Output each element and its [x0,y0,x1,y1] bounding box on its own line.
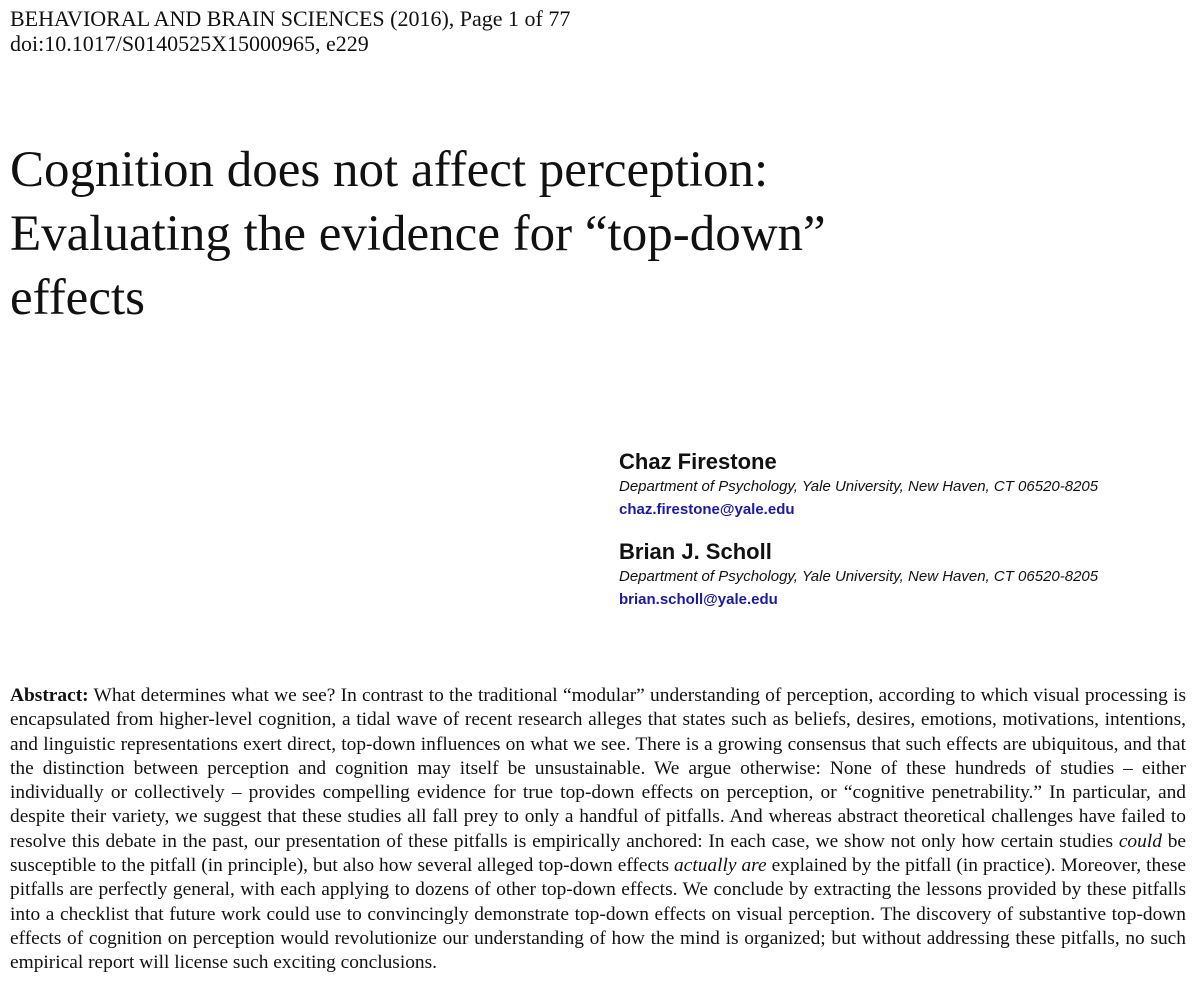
abstract-label: Abstract: [10,685,89,706]
title-line-3: effects [10,270,145,326]
author-entry [619,538,1189,612]
author-list [619,448,1189,628]
author-affiliation: Department of Psychology, Yale University, New Haven, CT 06520-8205 [619,478,1099,495]
abstract [10,684,1186,976]
author-name: Chaz Firestone [619,449,777,474]
doi: doi:10.1017/S0140525X15000965, e229 [10,31,369,56]
author-email-link[interactable]: brian.scholl@yale.edu [619,591,778,608]
journal-citation: BEHAVIORAL AND BRAIN SCIENCES (2016), Page 1 of 77 [10,6,571,31]
author-name: Brian J. Scholl [619,539,772,564]
title-line-1: Cognition does not affect perception: [10,142,769,198]
abstract-emphasis: actually are [674,855,767,877]
abstract-text: What determines what we see? In contrast to the traditional “modular” understanding of perception, according to which visual processing is encapsulated from higher-level cognition, a tidal wave of recent research alleges that states such as beliefs, desires, emotions, motivations, intentions, and linguistic representations exert direct, top-down influences on what we see. There is a growing consensus that such effects are ubiquitous, and that the distinction between perception and cognition may itself be unsustainable. We argue otherwise: None of these hundreds of studies – either individually or collectively – provides compelling evidence for true top-down effects on perception, or “cognitive penetrability.” In particular, and despite their variety, we suggest that these studies all fall prey to only a handful of pitfalls. And whereas abstract theoretical challenges have failed to resolve this debate in the past, our presentation of these pitfalls is empirically anchored: In each case, we show not only how certain studies [10,685,1186,852]
author-affiliation: Department of Psychology, Yale University, New Haven, CT 06520-8205 [619,568,1099,585]
journal-header [10,6,570,56]
paper-title [10,138,1010,330]
author-entry [619,448,1189,522]
abstract-text: be susceptible to the pitfall (in principle), but also how several alleged top-down effects [10,830,1186,877]
author-email-link[interactable]: chaz.firestone@yale.edu [619,501,795,518]
title-line-2: Evaluating the evidence for “top-down” [10,206,826,262]
abstract-text: explained by the pitfall (in practice). Moreover, these pitfalls are perfectly general, with each applying to dozens of other top-down effects. We conclude by extracting the lessons provided by these pitfalls into a checklist that future work could use to convincingly demonstrate top-down effects on visual perception. The discovery of substantive top-down effects of cognition on perception would revolutionize our understanding of how the mind is organized; but without addressing these pitfalls, no such empirical report will license such exciting conclusions. [10,855,1186,974]
abstract-emphasis: could [1118,830,1162,852]
